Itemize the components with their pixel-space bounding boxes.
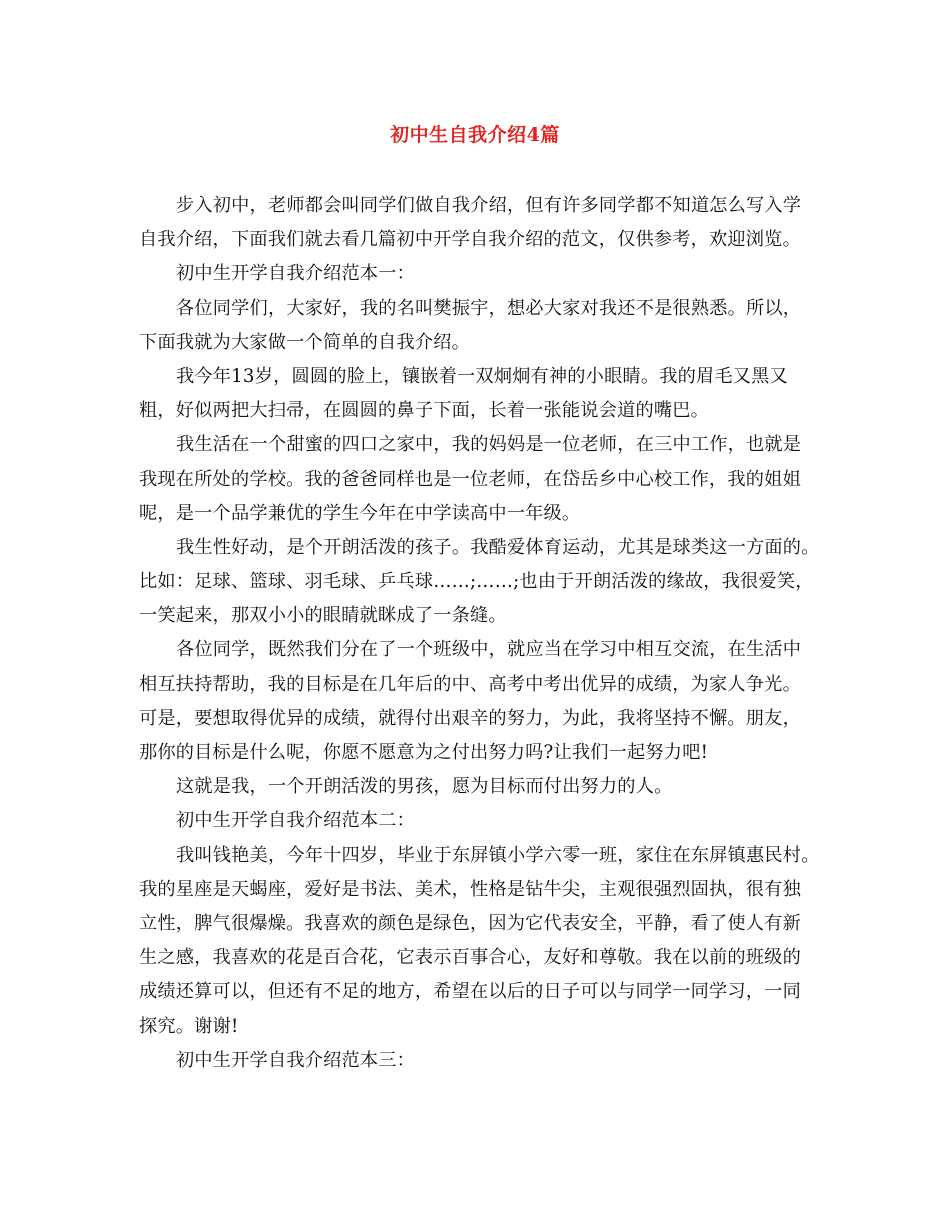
text-line: 生之感，我喜欢的花是百合花，它表示百事合心，友好和尊敬。我在以前的班级的 <box>139 947 801 969</box>
text-line: 我生活在一个甜蜜的四口之家中，我的妈妈是一位老师，在三中工作，也就是 <box>176 434 802 456</box>
text-line: 那你的目标是什么呢，你愿不愿意为之付出努力吗?让我们一起努力吧! <box>139 742 709 763</box>
text-line: 我的星座是天蝎座，爱好是书法、美术，性格是钻牛尖，主观很强烈固执，很有独 <box>139 878 801 900</box>
text-line: 一笑起来，那双小小的眼睛就眯成了一条缝。 <box>139 605 507 627</box>
text-line: 下面我就为大家做一个简单的自我介绍。 <box>139 331 470 353</box>
text-line: 我叫钱艳美，今年十四岁，毕业于东屏镇小学六零一班，家住在东屏镇惠民村。 <box>176 844 820 866</box>
text-line: 立性，脾气很爆燥。我喜欢的颜色是绿色，因为它代表安全，平静，看了使人有新 <box>139 912 801 934</box>
text-line: 步入初中，老师都会叫同学们做自我介绍，但有许多同学都不知道怎么写入学 <box>176 195 802 216</box>
text-line: 初中生开学自我介绍范本三： <box>176 1049 416 1071</box>
text-line: 成绩还算可以，但还有不足的地方，希望在以后的日子可以与同学一同学习，一同 <box>139 981 801 1003</box>
text-line: 粗，好似两把大扫帚，在圆圆的鼻子下面，长着一张能说会道的嘴巴。 <box>139 400 710 422</box>
text-line: 我现在所处的学校。我的爸爸同样也是一位老师，在岱岳乡中心校工作，我的姐姐 <box>139 468 801 490</box>
text-line: 呢，是一个品学兼优的学生今年在中学读高中一年级。 <box>139 502 581 524</box>
text-line: 相互扶持帮助，我的目标是在几年后的中、高考中考出优异的成绩，为家人争光。 <box>139 673 801 695</box>
text-line: 比如：足球、篮球、羽毛球、乒乓球……;……;也由于开朗活泼的缘故，我很爱笑， <box>139 571 814 593</box>
text-line: 我生性好动，是个开朗活泼的孩子。我酷爱体育运动，尤其是球类这一方面的。 <box>176 536 820 558</box>
document-body <box>139 189 829 1078</box>
text-line: 探究。谢谢! <box>139 1015 239 1037</box>
text-line: 初中生开学自我介绍范本一： <box>176 263 416 285</box>
text-line: 这就是我，一个开朗活泼的男孩，愿为目标而付出努力的人。 <box>176 776 673 798</box>
text-line: 各位同学，既然我们分在了一个班级中，就应当在学习中相互交流，在生活中 <box>176 639 802 661</box>
text-line: 自我介绍，下面我们就去看几篇初中开学自我介绍的范文，仅供参考，欢迎浏览。 <box>139 229 801 251</box>
text-line: 我今年13岁，圆圆的脸上，镶嵌着一双炯炯有神的小眼睛。我的眉毛又黑又 <box>176 365 788 387</box>
document-title: 初中生自我介绍4篇 <box>390 124 560 146</box>
text-line: 初中生开学自我介绍范本二： <box>176 810 416 832</box>
text-line: 各位同学们，大家好，我的名叫樊振宇，想必大家对我还不是很熟悉。所以， <box>176 297 802 319</box>
text-line: 可是，要想取得优异的成绩，就得付出艰辛的努力，为此，我将坚持不懈。朋友， <box>139 707 801 729</box>
